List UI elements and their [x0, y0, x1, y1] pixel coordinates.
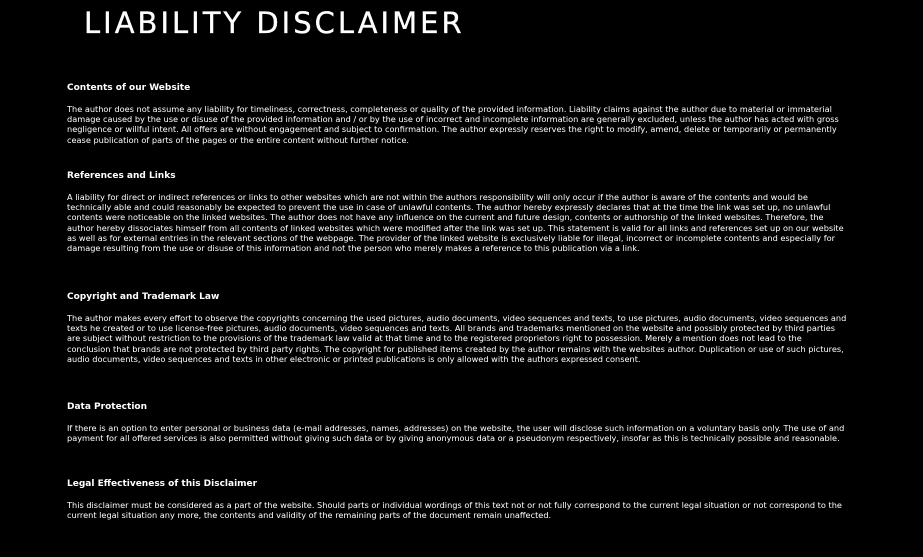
section-body: A liability for direct or indirect references or links to other websites which are not within the authors responsibility will only occur if the author is aware of the contents and would be technically able and could reasonably be expected to prevent the use in case of unlawful contents. The author hereby expressly declares that at the time the link was set up, no unlawful contents were noticeable on the linked websites. The author does not have any influence on the current and future design, contents or authorship of the linked websites. Therefore, the author hereby dissociates himself from all contents of linked websites which were modified after the link was set up. This statement is valid for all links and references set up on our website as well as for external entries in the relevant sections of the webpage. The provider of the linked website is exclusively liable for illegal, incorrect or incomplete contents and especially for damage resulting from the use or disuse of this information and not the person who merely makes a reference to this publication via a link.	[67, 192, 844, 254]
section-heading: References and Links	[67, 171, 176, 181]
section-copyright-and-trademark	[67, 292, 847, 364]
section-heading: Data Protection	[67, 402, 147, 412]
section-body: The author makes every effort to observe the copyrights concerning the used pictures, audio documents, video sequences and texts, to use pictures, audio documents, video sequences and texts he created or to use license-free pictures, audio documents, video sequences and texts. All brands and trademarks mentioned on the website and possibly protected by third parties are subject without restriction to the provisions of the trademark law valid at that time and to the registered proprietors right to possession. Merely a mention does not lead to the conclusion that brands are not protected by third party rights. The copyright for published items created by the author remains with the websites author. Duplication or use of such pictures, audio documents, video sequences and texts in other electronic or printed publications is only allowed with the authors expressed consent.	[67, 313, 847, 364]
section-references-and-links	[67, 171, 847, 253]
section-body: The author does not assume any liability for timeliness, correctness, completeness or quality of the provided information. Liability claims against the author due to material or immaterial damage caused by the use or disuse of the provided information and / or by the use of incorrect and incomplete information are generally excluded, unless the author has acted with gross negligence or willful intent. All offers are without engagement and subject to confirmation. The author expressly reserves the right to modify, amend, delete or temporarily or permanently cease publication of parts of the pages or the entire content without further notice.	[67, 104, 839, 145]
section-contents-of-website	[67, 83, 847, 145]
section-legal-effectiveness	[67, 479, 847, 520]
section-body: This disclaimer must be considered as a part of the website. Should parts or individual wordings of this text not or not fully correspond to the current legal situation or not correspond to the current legal situation any more, the contents and validity of the remaining parts of the document remain unaffected.	[67, 500, 842, 521]
page-title: LIABILITY DISCLAIMER	[84, 6, 465, 40]
section-heading: Contents of our Website	[67, 83, 191, 93]
section-body: If there is an option to enter personal or business data (e-mail addresses, names, addresses) on the website, the user will disclose such information on a voluntary basis only. The use of and payment for all offered services is also permitted without giving such data or by giving anonymous data or a pseudonym respectively, insofar as this is technically possible and reasonable.	[67, 423, 845, 444]
section-heading: Legal Effectiveness of this Disclaimer	[67, 479, 258, 489]
section-data-protection	[67, 402, 847, 443]
section-heading: Copyright and Trademark Law	[67, 292, 220, 302]
